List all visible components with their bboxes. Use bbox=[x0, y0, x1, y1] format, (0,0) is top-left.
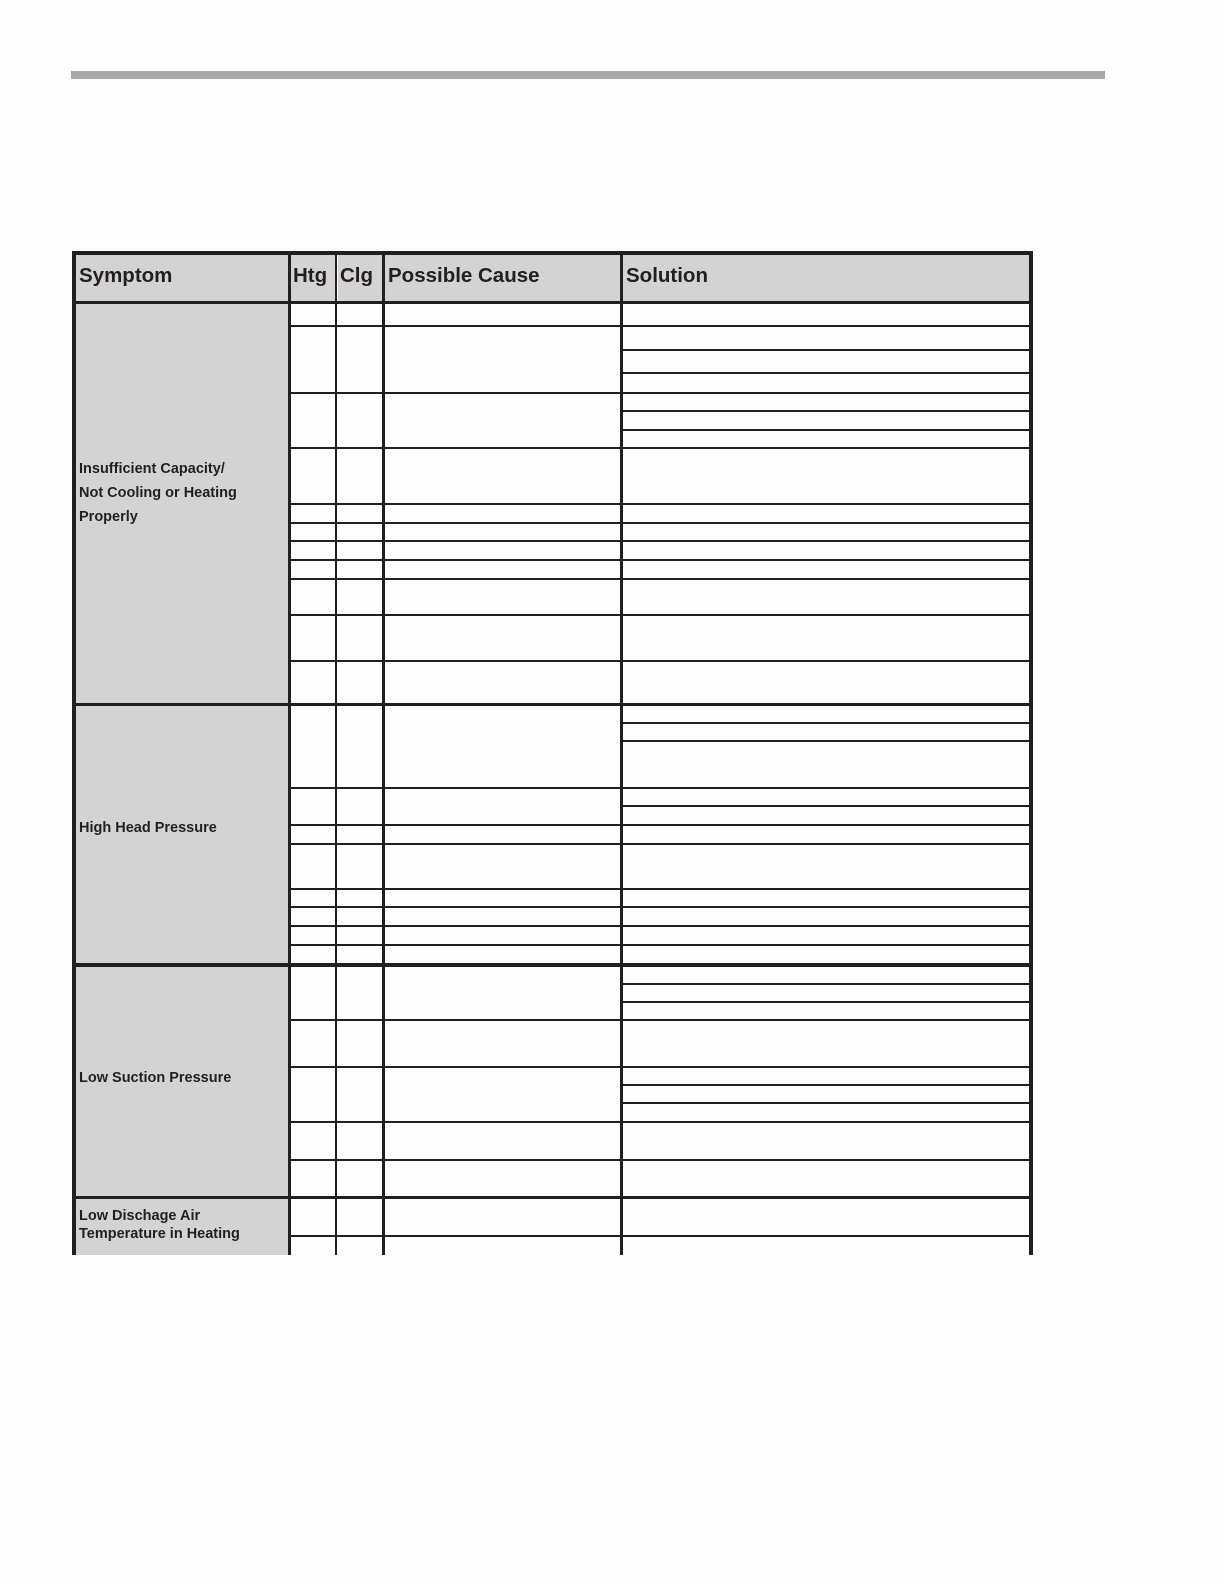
symptom-line: High Head Pressure bbox=[79, 820, 217, 836]
symptom-line: Low Suction Pressure bbox=[79, 1070, 232, 1086]
row-rule bbox=[620, 1102, 1033, 1104]
row-rule bbox=[288, 1121, 1033, 1123]
row-rule bbox=[288, 925, 1033, 927]
symptom-low-discharge-air bbox=[79, 1207, 240, 1243]
symptom-line: Low Dischage Air bbox=[79, 1208, 201, 1224]
header-solution: Solution bbox=[626, 264, 708, 287]
troubleshooting-table bbox=[72, 251, 1033, 1255]
row-rule bbox=[620, 722, 1033, 724]
column-rule bbox=[335, 251, 337, 1255]
header-symptom: Symptom bbox=[79, 264, 173, 287]
row-rule bbox=[620, 1084, 1033, 1086]
symptom-high-head-pressure bbox=[79, 816, 217, 840]
row-rule bbox=[72, 251, 1033, 255]
row-rule bbox=[288, 1019, 1033, 1021]
top-rule bbox=[71, 71, 1105, 79]
symptom-insufficient-capacity bbox=[79, 457, 237, 529]
row-rule bbox=[620, 805, 1033, 807]
symptom-low-suction-pressure bbox=[79, 1066, 231, 1090]
row-rule bbox=[72, 301, 1033, 304]
row-rule bbox=[288, 824, 1033, 826]
column-rule bbox=[1029, 251, 1033, 1255]
row-rule bbox=[288, 1235, 1033, 1237]
row-rule bbox=[288, 888, 1033, 890]
column-rule bbox=[620, 251, 623, 1255]
row-rule bbox=[288, 522, 1033, 524]
row-rule bbox=[288, 447, 1033, 449]
symptom-line: Temperature in Heating bbox=[79, 1226, 240, 1242]
row-rule bbox=[620, 349, 1033, 351]
symptom-line: Properly bbox=[79, 509, 138, 525]
row-rule bbox=[288, 540, 1033, 542]
row-rule bbox=[288, 843, 1033, 845]
row-rule bbox=[288, 325, 1033, 327]
row-rule bbox=[288, 660, 1033, 662]
row-rule bbox=[72, 963, 1033, 967]
row-rule bbox=[620, 983, 1033, 985]
row-rule bbox=[72, 703, 1033, 706]
symptom-line: Insufficient Capacity/ bbox=[79, 461, 225, 477]
row-rule bbox=[72, 1196, 1033, 1199]
row-rule bbox=[288, 906, 1033, 908]
row-rule bbox=[288, 787, 1033, 789]
symptom-line: Not Cooling or Heating bbox=[79, 485, 237, 501]
row-rule bbox=[620, 740, 1033, 742]
header-possible-cause: Possible Cause bbox=[388, 264, 540, 287]
row-rule bbox=[620, 429, 1033, 431]
row-rule bbox=[288, 578, 1033, 580]
row-rule bbox=[620, 410, 1033, 412]
row-rule bbox=[288, 944, 1033, 946]
column-rule bbox=[72, 251, 76, 1255]
row-rule bbox=[288, 392, 1033, 394]
row-rule bbox=[620, 372, 1033, 374]
row-rule bbox=[288, 1066, 1033, 1068]
column-rule bbox=[288, 251, 291, 1255]
column-rule bbox=[382, 251, 385, 1255]
row-rule bbox=[620, 1001, 1033, 1003]
header-clg: Clg bbox=[340, 264, 374, 287]
row-rule bbox=[288, 614, 1033, 616]
header-htg: Htg bbox=[293, 264, 328, 287]
row-rule bbox=[288, 503, 1033, 505]
row-rule bbox=[288, 559, 1033, 561]
row-rule bbox=[288, 1159, 1033, 1161]
